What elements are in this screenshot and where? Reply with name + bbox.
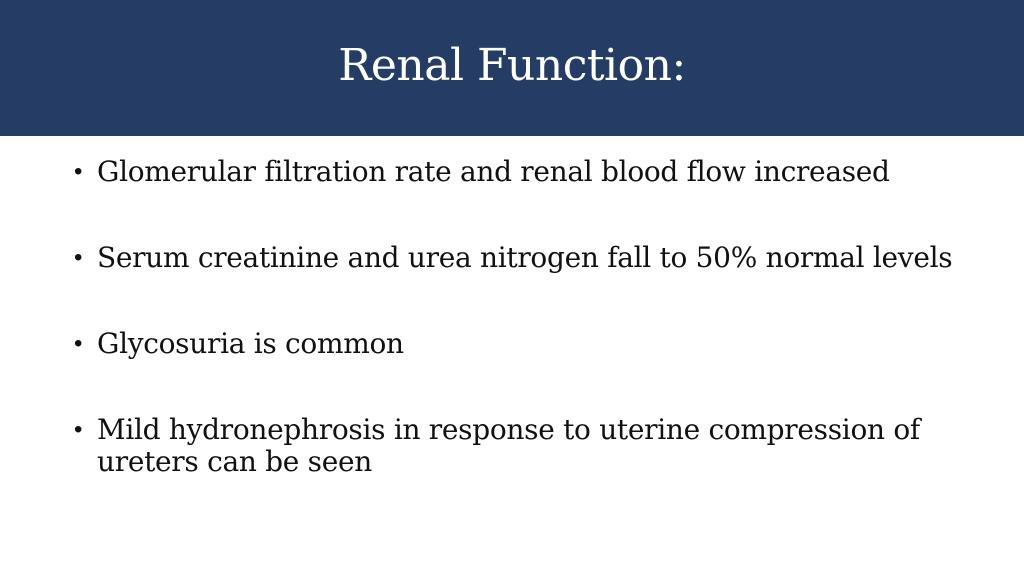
bullet-text: Mild hydronephrosis in response to uterine compression of ureters can be seen (97, 413, 920, 478)
title-banner (0, 0, 1024, 136)
bullet-item-glomerular-filtration (74, 156, 994, 188)
slide-title: Renal Function: (338, 40, 686, 91)
bullet-item-glycosuria (74, 328, 994, 360)
bullet-item-serum-creatinine (74, 242, 994, 274)
bullet-icon: • (74, 158, 83, 185)
bullet-icon: • (74, 244, 83, 271)
bullet-icon: • (74, 330, 83, 357)
bullet-text: Serum creatinine and urea nitrogen fall to 50% normal levels (97, 241, 953, 274)
bullet-text: Glomerular filtration rate and renal blood flow increased (97, 155, 890, 188)
bullet-item-hydronephrosis (74, 414, 994, 478)
bullet-text: Glycosuria is common (97, 327, 404, 360)
bullet-icon: • (74, 416, 83, 443)
